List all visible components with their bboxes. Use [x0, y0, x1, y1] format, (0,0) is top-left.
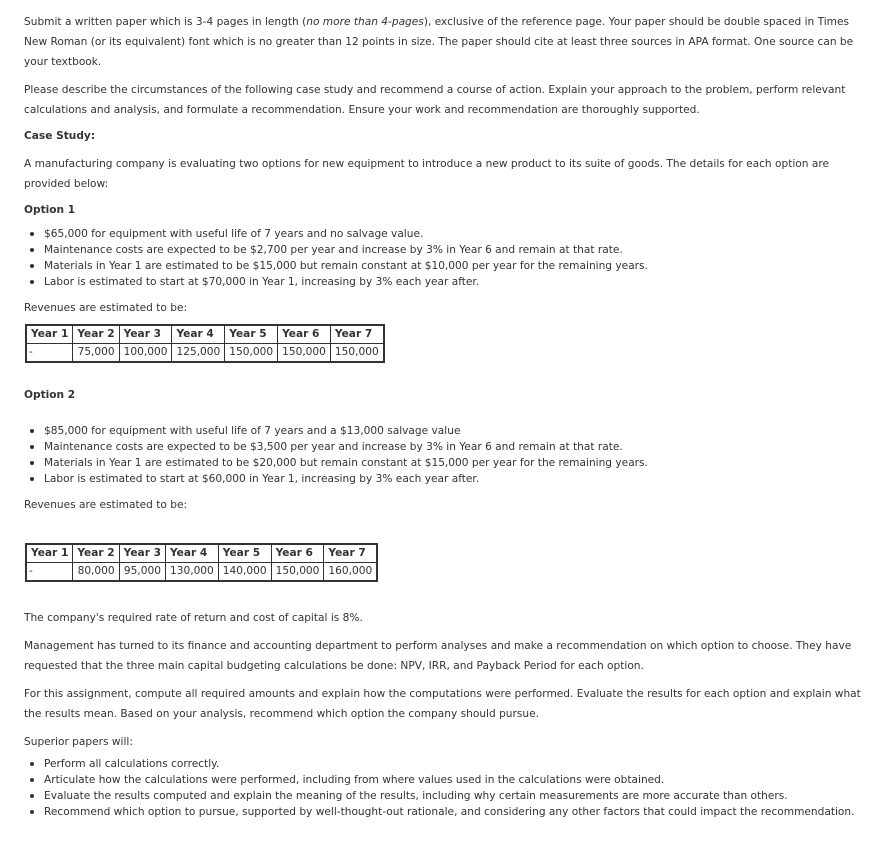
table-header-cell: Year 2 — [73, 544, 119, 563]
table-cell: 100,000 — [119, 344, 172, 363]
table-cell: 95,000 — [119, 563, 165, 582]
page-limit-emphasis: no more than 4-pages — [306, 16, 424, 28]
list-item: $65,000 for equipment with useful life of 7 years and no salvage value. — [24, 226, 874, 242]
table-header-cell: Year 5 — [225, 325, 278, 344]
table-cell: 125,000 — [172, 344, 225, 363]
table-header-cell: Year 1 — [26, 325, 73, 344]
table-cell: 150,000 — [271, 563, 324, 582]
list-item: Recommend which option to pursue, supported by well-thought-out rationale, and considering any other factors that could impact the recommendation. — [24, 804, 874, 820]
cost-of-capital-statement: The company's required rate of return and cost of capital is 8%. — [24, 612, 363, 624]
table-cell: - — [26, 563, 73, 582]
table-header-row — [26, 544, 377, 563]
table-header-row — [26, 325, 384, 344]
table-header-cell: Year 4 — [165, 544, 218, 563]
list-item: Materials in Year 1 are estimated to be $20,000 but remain constant at $15,000 per year for the remaining years. — [24, 455, 874, 471]
list-item: Evaluate the results computed and explain the meaning of the results, including why certain measurements are more accurate than others. — [24, 788, 874, 804]
option1-heading: Option 1 — [24, 204, 76, 216]
list-item: Labor is estimated to start at $60,000 in Year 1, increasing by 3% each year after. — [24, 471, 874, 487]
superior-papers-label: Superior papers will: — [24, 736, 133, 748]
table-header-cell: Year 3 — [119, 325, 172, 344]
table-header-cell: Year 1 — [26, 544, 73, 563]
option2-heading: Option 2 — [24, 389, 76, 401]
option2-details-list — [24, 423, 874, 487]
superior-papers-list — [24, 756, 874, 820]
table-header-cell: Year 5 — [218, 544, 271, 563]
list-item: Perform all calculations correctly. — [24, 756, 874, 772]
table-cell: 150,000 — [225, 344, 278, 363]
table-header-cell: Year 3 — [119, 544, 165, 563]
table-cell: 140,000 — [218, 563, 271, 582]
case-study-description: A manufacturing company is evaluating two options for new equipment to introduce a new product to its suite of goods. The details for each option are provided below: — [24, 158, 830, 190]
table-header-cell: Year 7 — [324, 544, 377, 563]
option2-revenue-label: Revenues are estimated to be: — [24, 499, 188, 511]
list-item: Maintenance costs are expected to be $3,500 per year and increase by 3% in Year 6 and remain at that rate. — [24, 439, 874, 455]
option2-revenue-table — [25, 543, 378, 582]
table-cell: 160,000 — [324, 563, 377, 582]
assignment-paragraph: For this assignment, compute all required amounts and explain how the computations were performed. Evaluate the results for each option and explain what the results mean. Based on your analysis, recommend which option the company should pursue. — [24, 688, 861, 720]
table-header-cell: Year 6 — [278, 325, 331, 344]
case-study-heading: Case Study: — [24, 130, 96, 142]
list-item: Materials in Year 1 are estimated to be $15,000 but remain constant at $10,000 per year for the remaining years. — [24, 258, 874, 274]
table-row — [26, 344, 384, 363]
table-header-cell: Year 7 — [330, 325, 383, 344]
table-cell: 150,000 — [278, 344, 331, 363]
list-item: Articulate how the calculations were performed, including from where values used in the calculations were obtained. — [24, 772, 874, 788]
option1-revenue-table — [25, 324, 385, 363]
table-header-cell: Year 6 — [271, 544, 324, 563]
management-request-paragraph: Management has turned to its finance and accounting department to perform analyses and make a recommendation on which option to choose. They have requested that the three main capital budgeting calculations be done: NPV, IRR, and Payback Period for each option. — [24, 640, 852, 672]
table-cell: 150,000 — [330, 344, 383, 363]
table-cell: - — [26, 344, 73, 363]
intro-paragraph-instructions: Please describe the circumstances of the following case study and recommend a course of action. Explain your approach to the problem, perform relevant calculations and analysis, and formulate a recommendation. Ensure your work and recommendation are thoroughly supported. — [24, 84, 846, 116]
intro-paragraph-requirements: Submit a written paper which is 3-4 pages in length (no more than 4-pages), exclusive of the reference page. Your paper should be double spaced in Times New Roman (or its equivalent) font which is no greater than 12 points in size. The paper should cite at least three sources in APA format. One source can be your textbook. — [24, 16, 854, 68]
assignment-document — [24, 12, 874, 820]
table-cell: 130,000 — [165, 563, 218, 582]
option1-revenue-label: Revenues are estimated to be: — [24, 302, 188, 314]
table-cell: 80,000 — [73, 563, 119, 582]
table-cell: 75,000 — [73, 344, 119, 363]
list-item: Maintenance costs are expected to be $2,700 per year and increase by 3% in Year 6 and remain at that rate. — [24, 242, 874, 258]
list-item: Labor is estimated to start at $70,000 in Year 1, increasing by 3% each year after. — [24, 274, 874, 290]
list-item: $85,000 for equipment with useful life of 7 years and a $13,000 salvage value — [24, 423, 874, 439]
table-header-cell: Year 4 — [172, 325, 225, 344]
table-header-cell: Year 2 — [73, 325, 119, 344]
option1-details-list — [24, 226, 874, 290]
table-row — [26, 563, 377, 582]
